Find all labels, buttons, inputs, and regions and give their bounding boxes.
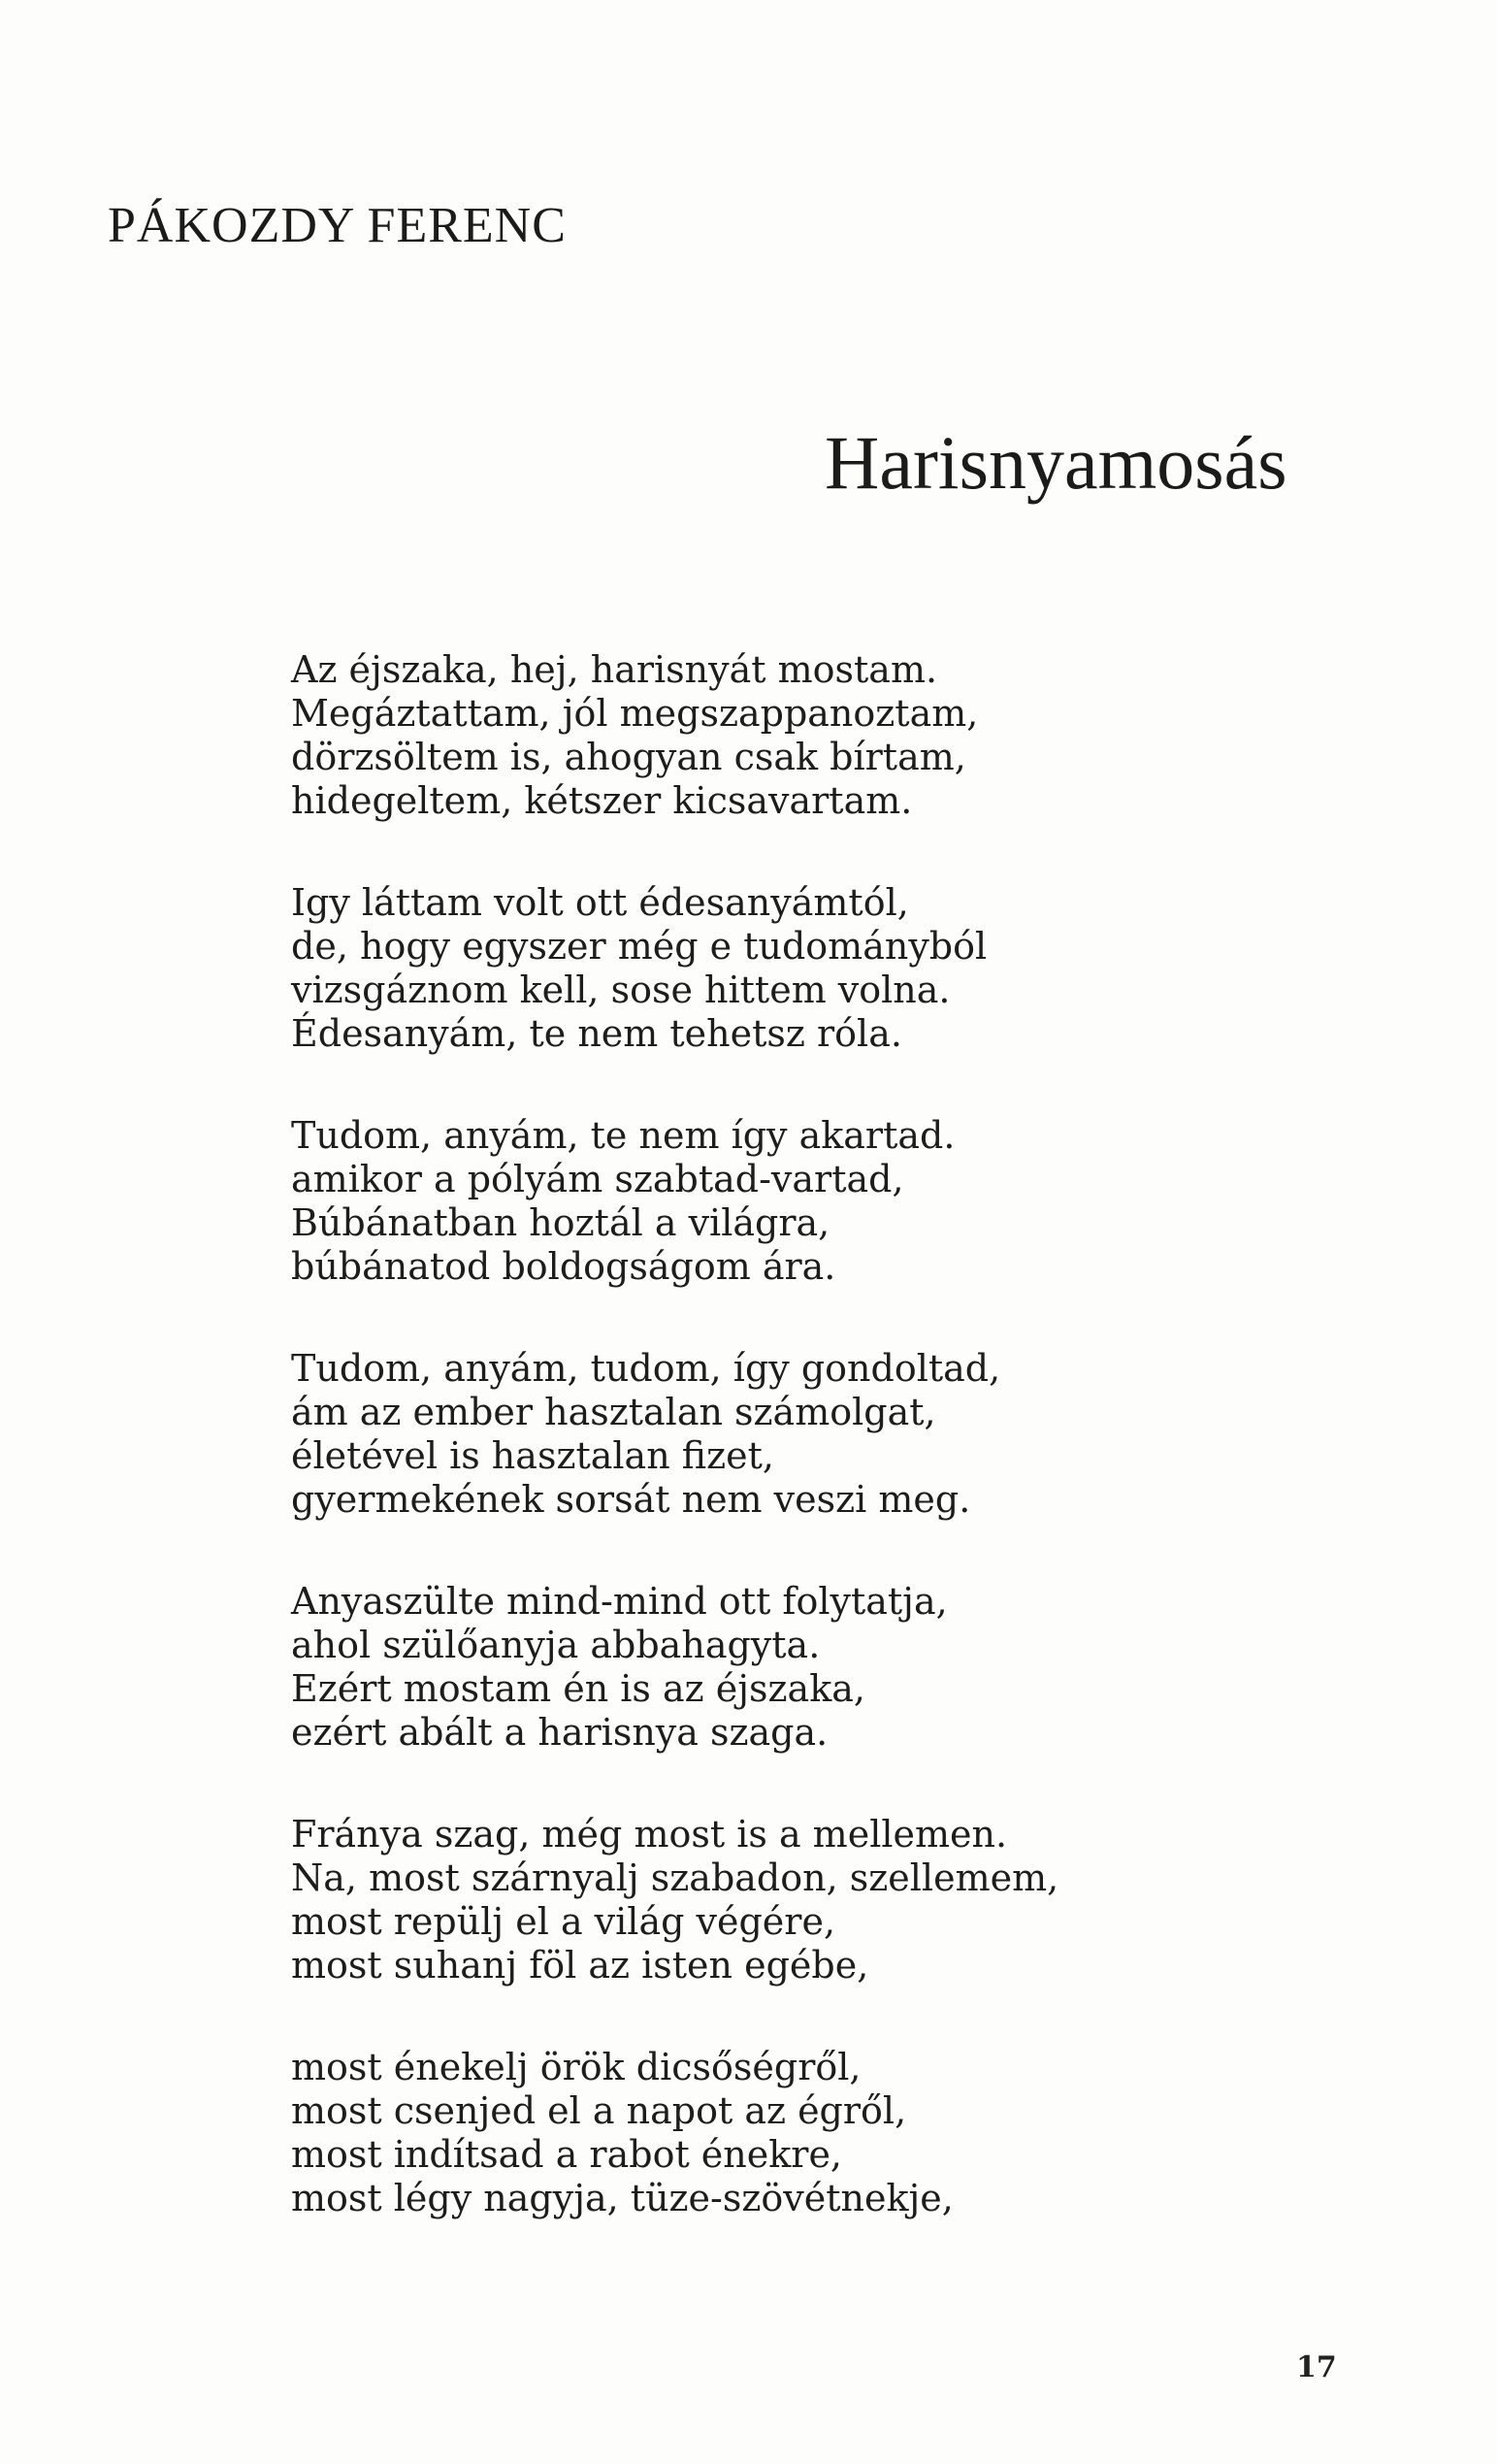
- poem-line: Tudom, anyám, te nem így akartad.: [291, 1114, 956, 1157]
- page-number: 17: [1296, 2350, 1337, 2384]
- poem-line: Édesanyám, te nem tehetsz róla.: [291, 1012, 902, 1055]
- poem-line: ezért abált a harisnya szaga.: [291, 1711, 829, 1754]
- stanza-5: [291, 1580, 1145, 1755]
- poem-line: amikor a pólyám szabtad-vartad,: [291, 1158, 904, 1200]
- poem-line: hidegeltem, kétszer kicsavartam.: [291, 779, 913, 822]
- poem-line: Anyaszülte mind-mind ott folytatja,: [291, 1580, 948, 1623]
- poem-line: ám az ember hasztalan számolgat,: [291, 1391, 936, 1433]
- poem-line: de, hogy egyszer még e tudományból: [291, 925, 988, 968]
- poem-line: Az éjszaka, hej, harisnyát mostam.: [291, 648, 938, 691]
- poem-line: Fránya szag, még most is a mellemen.: [291, 1813, 1008, 1856]
- poem-line: életével is hasztalan fizet,: [291, 1434, 774, 1477]
- stanza-3: [291, 1114, 1145, 1289]
- poem-line: Tudom, anyám, tudom, így gondoltad,: [291, 1347, 1001, 1390]
- poem-line: most suhanj föl az isten egébe,: [291, 1944, 869, 1987]
- stanza-4: [291, 1347, 1145, 1522]
- poem-line: most indítsad a rabot énekre,: [291, 2133, 843, 2176]
- poem-line: Ezért mostam én is az éjszaka,: [291, 1667, 865, 1710]
- poem-line: búbánatod boldogságom ára.: [291, 1245, 836, 1288]
- poem-line: most csenjed el a napot az égről,: [291, 2089, 907, 2132]
- poem-line: most légy nagyja, tüze-szövétnekje,: [291, 2177, 954, 2219]
- stanza-7: [291, 2046, 1145, 2220]
- poem-line: gyermekének sorsát nem veszi meg.: [291, 1478, 971, 1521]
- poem-body: [291, 648, 1145, 2279]
- poem-line: Megáztattam, jól megszappanoztam,: [291, 692, 979, 735]
- poem-line: ahol szülőanyja abbahagyta.: [291, 1624, 821, 1666]
- stanza-6: [291, 1813, 1145, 1988]
- poem-line: most repülj el a világ végére,: [291, 1900, 836, 1943]
- poem-title: Harisnyamosás: [825, 420, 1287, 505]
- poem-line: Na, most szárnyalj szabadon, szellemem,: [291, 1856, 1059, 1899]
- stanza-2: [291, 881, 1145, 1056]
- poem-line: dörzsöltem is, ahogyan csak bírtam,: [291, 736, 966, 778]
- poem-line: Igy láttam volt ott édesanyámtól,: [291, 881, 909, 924]
- author-name: PÁKOZDY FERENC: [108, 198, 567, 253]
- poem-line: vizsgáznom kell, sose hittem volna.: [291, 969, 951, 1011]
- poem-line: most énekelj örök dicsőségről,: [291, 2046, 862, 2088]
- stanza-1: [291, 648, 1145, 823]
- poem-line: Búbánatban hoztál a világra,: [291, 1201, 830, 1244]
